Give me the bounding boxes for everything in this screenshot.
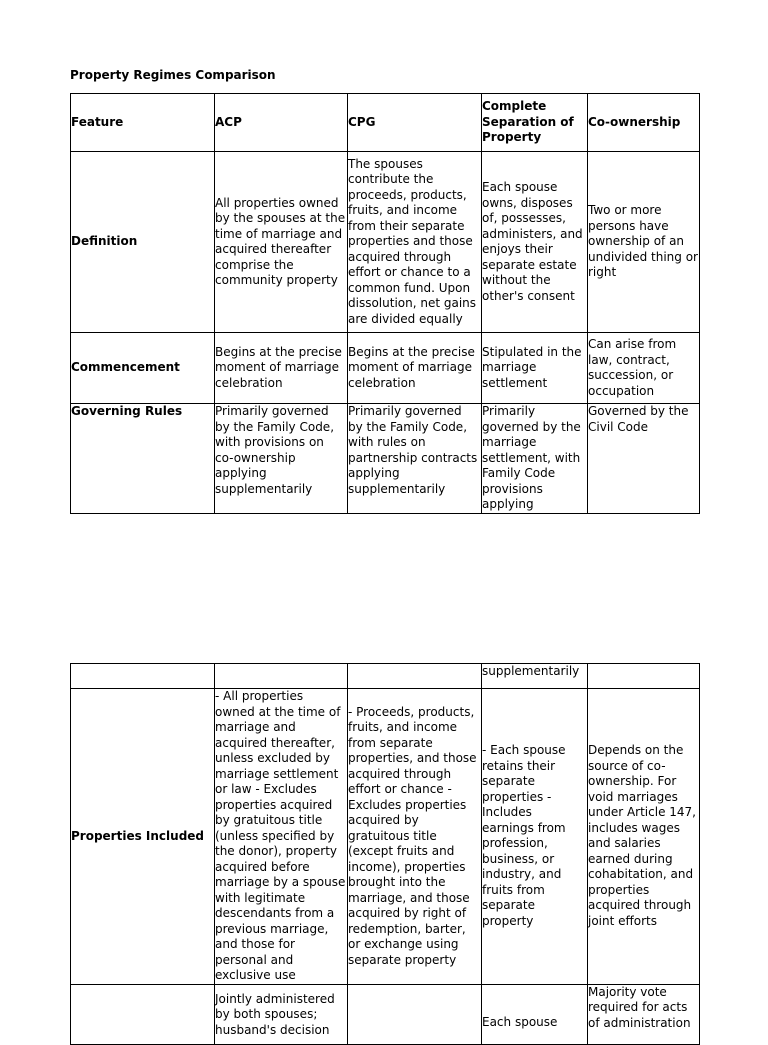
cell-acp: Begins at the precise moment of marriage celebration bbox=[215, 333, 348, 404]
header-cpg: CPG bbox=[348, 94, 482, 152]
cell-complete-separation: Primarily governed by the marriage settlement, with Family Code provisions applying bbox=[482, 404, 588, 514]
comparison-table bbox=[70, 93, 700, 514]
cell-co-ownership: Depends on the source of co-ownership. For void marriages under Article 147, includes wages and salaries earned during cohabitation, and properties acquired through joint efforts bbox=[588, 689, 700, 985]
header-feature: Feature bbox=[71, 94, 215, 152]
row-label-properties-included: Properties Included bbox=[71, 689, 215, 985]
row-label bbox=[71, 984, 215, 1044]
cell-complete-separation: Each spouse owns, disposes of, possesses, administers, and enjoys their separate estate without the other's consent bbox=[482, 152, 588, 333]
header-acp: ACP bbox=[215, 94, 348, 152]
cell-feature bbox=[71, 664, 215, 689]
table-row bbox=[71, 152, 700, 333]
header-complete-separation: Complete Separation of Property bbox=[482, 94, 588, 152]
cell-complete-separation: - Each spouse retains their separate properties - Includes earnings from profession, business, or industry, and fruits from separate property bbox=[482, 689, 588, 985]
row-label-definition: Definition bbox=[71, 152, 215, 333]
document-title: Property Regimes Comparison bbox=[70, 68, 276, 82]
cell-complete-separation: Each spouse bbox=[482, 984, 588, 1044]
table-row bbox=[71, 404, 700, 514]
table-row bbox=[71, 689, 700, 985]
cell-co-ownership bbox=[588, 664, 700, 689]
cell-acp bbox=[215, 664, 348, 689]
cell-co-ownership: Majority vote required for acts of administration bbox=[588, 984, 700, 1044]
cell-acp: All properties owned by the spouses at the time of marriage and acquired thereafter comprise the community property bbox=[215, 152, 348, 333]
table-row bbox=[71, 984, 700, 1044]
cell-acp: Primarily governed by the Family Code, with provisions on co-ownership applying supplementarily bbox=[215, 404, 348, 514]
cell-cpg: - Proceeds, products, fruits, and income from separate properties, and those acquired through effort or chance - Excludes properties acquired by gratuitous title (except fruits and income), properties brought into the marriage, and those acquired by right of redemption, barter, or exchange using separate property bbox=[348, 689, 482, 985]
cell-acp: Jointly administered by both spouses; husband's decision bbox=[215, 984, 348, 1044]
cell-cpg bbox=[348, 984, 482, 1044]
cell-co-ownership: Governed by the Civil Code bbox=[588, 404, 700, 514]
cell-cpg bbox=[348, 664, 482, 689]
cell-cpg: Begins at the precise moment of marriage celebration bbox=[348, 333, 482, 404]
header-co-ownership: Co-ownership bbox=[588, 94, 700, 152]
table-row bbox=[71, 333, 700, 404]
row-label-commencement: Commencement bbox=[71, 333, 215, 404]
comparison-table-continued bbox=[70, 663, 700, 1045]
row-label-governing-rules: Governing Rules bbox=[71, 404, 215, 514]
cell-co-ownership: Two or more persons have ownership of an undivided thing or right bbox=[588, 152, 700, 333]
cell-complete-separation: supplementarily bbox=[482, 664, 588, 689]
table-header-row bbox=[71, 94, 700, 152]
table-row-continuation bbox=[71, 664, 700, 689]
cell-acp: - All properties owned at the time of marriage and acquired thereafter, unless excluded by marriage settlement or law - Excludes properties acquired by gratuitous title (unless specified by the donor), property acquired before marriage by a spouse with legitimate descendants from a previous marriage, and those for personal and exclusive use bbox=[215, 689, 348, 985]
cell-co-ownership: Can arise from law, contract, succession, or occupation bbox=[588, 333, 700, 404]
cell-cpg: The spouses contribute the proceeds, products, fruits, and income from their separate properties and those acquired through effort or chance to a common fund. Upon dissolution, net gains are divided equally bbox=[348, 152, 482, 333]
cell-cpg: Primarily governed by the Family Code, with rules on partnership contracts applying supplementarily bbox=[348, 404, 482, 514]
cell-complete-separation: Stipulated in the marriage settlement bbox=[482, 333, 588, 404]
